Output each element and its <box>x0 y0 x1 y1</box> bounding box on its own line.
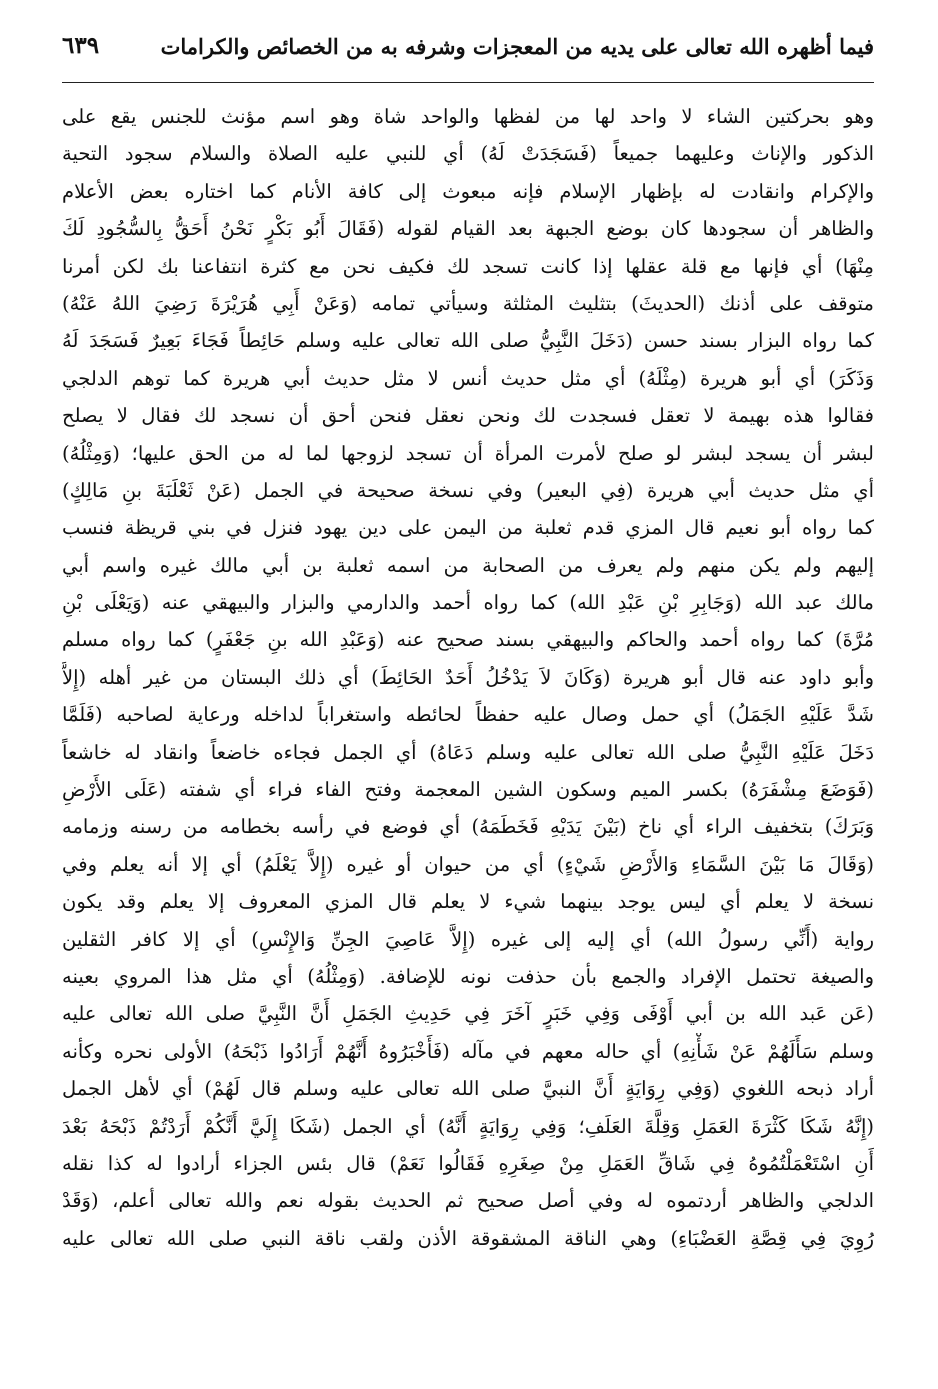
text-line: كما رواه البزار بسند حسن (دَخَلَ النَّبِيُّ صلى الله تعالى عليه وسلم حَائِطاً فَجَاءَ بَعِيرٌ فَسَجَدَ لَهُ <box>62 329 874 353</box>
text-line: نسخة لا يعلم أي ليس يوجد بينهما شيء لا يعلم قال المزي المعروف إلا يعلم وقد يكون <box>62 890 874 914</box>
text-line: متوقف على أذنك (الحديثَ) بتثليث المثلثة وسيأتي تمامه (وَعَنْ أَبِي هُرَيْرَةَ رَضِيَ اللهُ عَنْهُ) <box>62 291 874 315</box>
text-line: مُرَّةَ) كما رواه أحمد والحاكم والبيهقي بسند صحيح عنه (وَعَبْدِ الله بنِ جَعْفَرٍ) كما رواه مسلم <box>62 628 874 652</box>
text-line: والإكرام وانقادت له بإظهار الإسلام فإنه مبعوث إلى كافة الأنام كما اختاره بعض الأعلام <box>62 179 874 203</box>
page-number: ٦٣٩ <box>62 32 100 59</box>
text-line: وهو بحركتين الشاء لا واحد لها من لفظها والواحد شاة وهو اسم مؤنث للجنس يقع على <box>62 105 874 128</box>
text-line: فقالوا هذه بهيمة لا تعقل فسجدت لك ونحن نعقل فنحن أحق أن نسجد لك فقال لا يصلح <box>62 404 874 428</box>
text-line: رواية (أَنِّي رسولُ الله) أي إليه إلى غيره (إِلاَّ عَاصِيَ الجِنِّ وَالإِنْسِ) أي إلا كافر الثقلين <box>62 927 874 951</box>
text-line: مِنْهَا) أي فإنها مع قلة عقلها إذا كانت تسجد لك فكيف نحن مع كثرة انتفاعنا بك لكن أمرنا <box>62 254 874 278</box>
text-line: والظاهر أن سجودها كان بوضع الجبهة بعد القيام لقوله (فَقَالَ أَبُو بَكْرٍ نَحْنُ أَحَقُّ بِالسُّجُودِ لَكَ <box>62 217 874 241</box>
text-line: كما رواه أبو نعيم قال المزي قدم ثعلبة من اليمن على دين يهود فنزل في بني قريظة فنسب <box>62 516 874 540</box>
running-title: فيما أظهره الله تعالى على يديه من المعجزات وشرفه به من الخصائص والكرامات <box>160 34 874 59</box>
header-rule <box>62 82 874 83</box>
text-line: (فَوَضَعَ مِشْفَرَهُ) بكسر الميم وسكون الشين المعجمة وفتح الفاء فراء أي شفته (عَلَى الأَرْضِ <box>62 778 874 802</box>
text-line: أراد ذبحه اللغوي (وَفِي رِوَايَةٍ أَنَّ النبيَّ صلى الله تعالى عليه وسلم قال لَهُمْ) أي لأهل الجمل <box>62 1077 874 1101</box>
text-line: أَنِ اسْتَعْمَلْتُمُوهُ فِي شَاقِّ العَمَلِ مِنْ صِغَرِهِ فَقَالُوا نَعَمْ) قال بئس الجزاء أرادوا له كذا نقله <box>62 1151 874 1175</box>
text-line: الذكور والإناث وعليهما جميعاً (فَسَجَدَتْ لَهُ) أي للنبي عليه الصلاة والسلام سجود التحية <box>62 142 874 166</box>
text-line: وأبو داود عنه قال أبو هريرة (وَكَانَ لاَ يَدْخُلُ أَحَدٌ الحَائِطَ) أي ذلك البستان من غير أهله (إِلاَّ <box>62 665 874 689</box>
text-line: وَبَرَكَ) بتخفيف الراء أي ناخ (بَيْنَ يَدَيْهِ فَخَطَمَهُ) أي فوضع في رأسه بخطامه من رسنه وزمامه <box>62 815 874 839</box>
page-header <box>62 30 874 80</box>
text-line: وَذَكَرَ) أي أبو هريرة (مِثْلَهُ) أي مثل حديث أنس لا مثل حديث أبي هريرة كما توهم الدلجي <box>62 366 874 390</box>
text-line: (عَن عَبد الله بن أبي أَوْفَى وَفِي خَبَرٍ آخَرَ فِي حَدِيثِ الجَمَلِ أَنَّ النَّبِيَّ صلى الله تعالى عليه <box>62 1002 874 1026</box>
text-line: (إِنَّهُ شَكَا كَثْرَةَ العَمَلِ وَقِلَّةَ العَلَفِ؛ وَفِي رِوَايَةٍ أَنَّهُ) أي الجمل (شَكَا إِلَيَّ أَنَّكُمْ أَرَدْتُمْ ذَبْحَهُ بَعْدَ <box>62 1114 874 1138</box>
text-line: (وَقَالَ مَا بَيْنَ السَّمَاءِ وَالأَرْضِ شَيْءٍ) أي من حيوان أو غيره (إِلاَّ يَعْلَمُ) أي إلا أنه يعلم وفي <box>62 852 874 876</box>
text-line: شَدَّ عَلَيْهِ الجَمَلُ) أي حمل وصال عليه حفظاً لحائطه واستغراباً لداخله ورعاية لصاحبه (فَلَمَّا <box>62 703 874 727</box>
text-line: أي مثل حديث أبي هريرة (فِي البعير) وفي نسخة صحيحة في الجمل (عَنْ ثَعْلَبَةَ بنِ مَالِكٍ) <box>62 478 874 502</box>
text-line: وسلم سَأَلَهُمْ عَنْ شَأْنِهِ) أي حاله معهم في مآله (فَأَخْبَرُوهُ أَنَّهُمْ أَرَادُوا ذَبْحَهُ) الأولى نحره وكأنه <box>62 1039 874 1063</box>
text-line: دَخَلَ عَلَيْهِ النَّبِيُّ صلى الله تعالى عليه وسلم دَعَاهُ) أي الجمل فجاءه خاضعاً وانقاد له خاشعاً <box>62 740 874 764</box>
text-line: والصيغة تحتمل الإفراد والجمع بأن حذفت نونه للإضافة. (وَمِثْلُهُ) أي مثل هذا المروي بعينه <box>62 964 874 988</box>
body-text <box>62 98 874 1257</box>
text-line: الدلجي والظاهر أردتموه له وفي أصل صحيح ثم الحديث بقوله نعم والله تعالى أعلم، (وَقَدْ <box>62 1189 874 1213</box>
text-line: إليهم ولم يكن منهم ولم يعرف من الصحابة من اسمه ثعلبة بن أبي مالك غيره واسم أبي <box>62 553 874 577</box>
text-line: رُوِيَ فِي قِصَّةِ العَضْبَاءِ) وهي الناقة المشقوقة الأذن ولقب ناقة النبي صلى الله تعالى عليه <box>62 1226 874 1250</box>
text-line: لبشر أن يسجد لبشر لو صلح لأمرت المرأة أن تسجد لزوجها لما له من الحق عليها؛ (وَمِثْلُهُ) <box>62 441 874 465</box>
text-line: مالك عبد الله (وَجَابِرِ بْنِ عَبْدِ الله) كما رواه أحمد والدارمي والبزار والبيهقي عنه (وَيَعْلَى بْنِ <box>62 591 874 615</box>
